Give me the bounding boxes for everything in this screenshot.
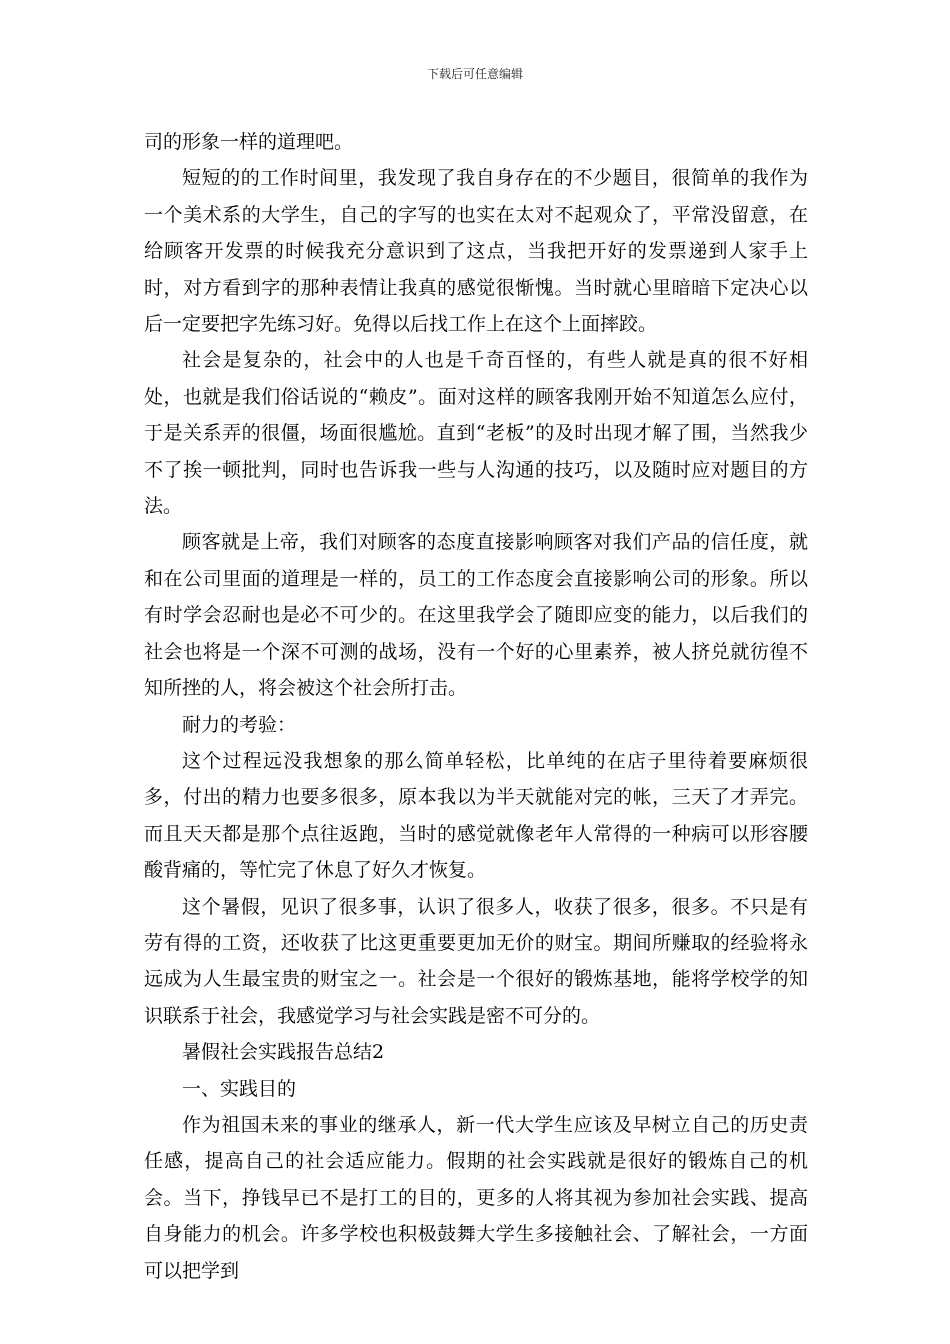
paragraph: 这个暑假，见识了很多事，认识了很多人，收获了很多，很多。不只是有劳有得的工资，还收获了比这更重要更加无价的财宝。期间所赚取的经验将永远成为人生最宝贵的财宝之一。社会是一个很好的锻炼基地，能将学校学的知识联系于社会，我感觉学习与社会实践是密不可分的。 xyxy=(144,895,808,1027)
section-label: 耐力的考验： xyxy=(182,713,297,736)
paragraph: 短短的的工作时间里，我发现了我自身存在的不少题目，很简单的我作为一个美术系的大学生，自己的字写的也实在太对不起观众了，平常没留意，在给顾客开发票的时候我充分意识到了这点，当我把开好的发票递到人家手上时，对方看到字的那种表情让我真的感觉很惭愧。当时就心里暗暗下定决心以后一定要把字先练习好。免得以后找工作上在这个上面摔跤。 xyxy=(144,167,808,336)
paragraph: 作为祖国未来的事业的继承人，新一代大学生应该及早树立自己的历史责任感，提高自己的社会适应能力。假期的社会实践就是很好的锻炼自己的机会。当下，挣钱早已不是打工的目的，更多的人将其视为参加社会实践、提高自身能力的机会。许多学校也积极鼓舞大学生多接触社会、了解社会，一方面可以把学到 xyxy=(144,1113,808,1282)
page-header: 下载后可任意编辑 xyxy=(426,67,523,81)
report-title: 暑假社会实践报告总结2 xyxy=(182,1041,385,1064)
section-heading: 一、实践目的 xyxy=(182,1077,297,1100)
paragraph: 这个过程远没我想象的那么简单轻松，比单纯的在店子里待着要麻烦很多，付出的精力也要多很多，原本我以为半天就能对完的帐，三天了才弄完。而且天天都是那个点往返跑，当时的感觉就像老年人常得的一种病可以形容腰酸背痛的，等忙完了休息了好久才恢复。 xyxy=(144,749,808,882)
paragraph: 社会是复杂的，社会中的人也是千奇百怪的，有些人就是真的很不好相处，也就是我们俗话说的“赖皮”。面对这样的顾客我刚开始不知道怎么应付，于是关系弄的很僵，场面很尴尬。直到“老板”的及时出现才解了围，当然我少不了挨一顿批判，同时也告诉我一些与人沟通的技巧，以及随时应对题目的方法。 xyxy=(144,349,808,518)
paragraph: 顾客就是上帝，我们对顾客的态度直接影响顾客对我们产品的信任度，就和在公司里面的道理是一样的，员工的工作态度会直接影响公司的形象。所以有时学会忍耐也是必不可少的。在这里我学会了随即应变的能力，以后我们的社会也将是一个深不可测的战场，没有一个好的心里素养，被人挤兑就彷徨不知所挫的人，将会被这个社会所打击。 xyxy=(144,531,808,700)
document-body xyxy=(144,124,808,1289)
paragraph: 司的形象一样的道理吧。 xyxy=(144,131,354,153)
